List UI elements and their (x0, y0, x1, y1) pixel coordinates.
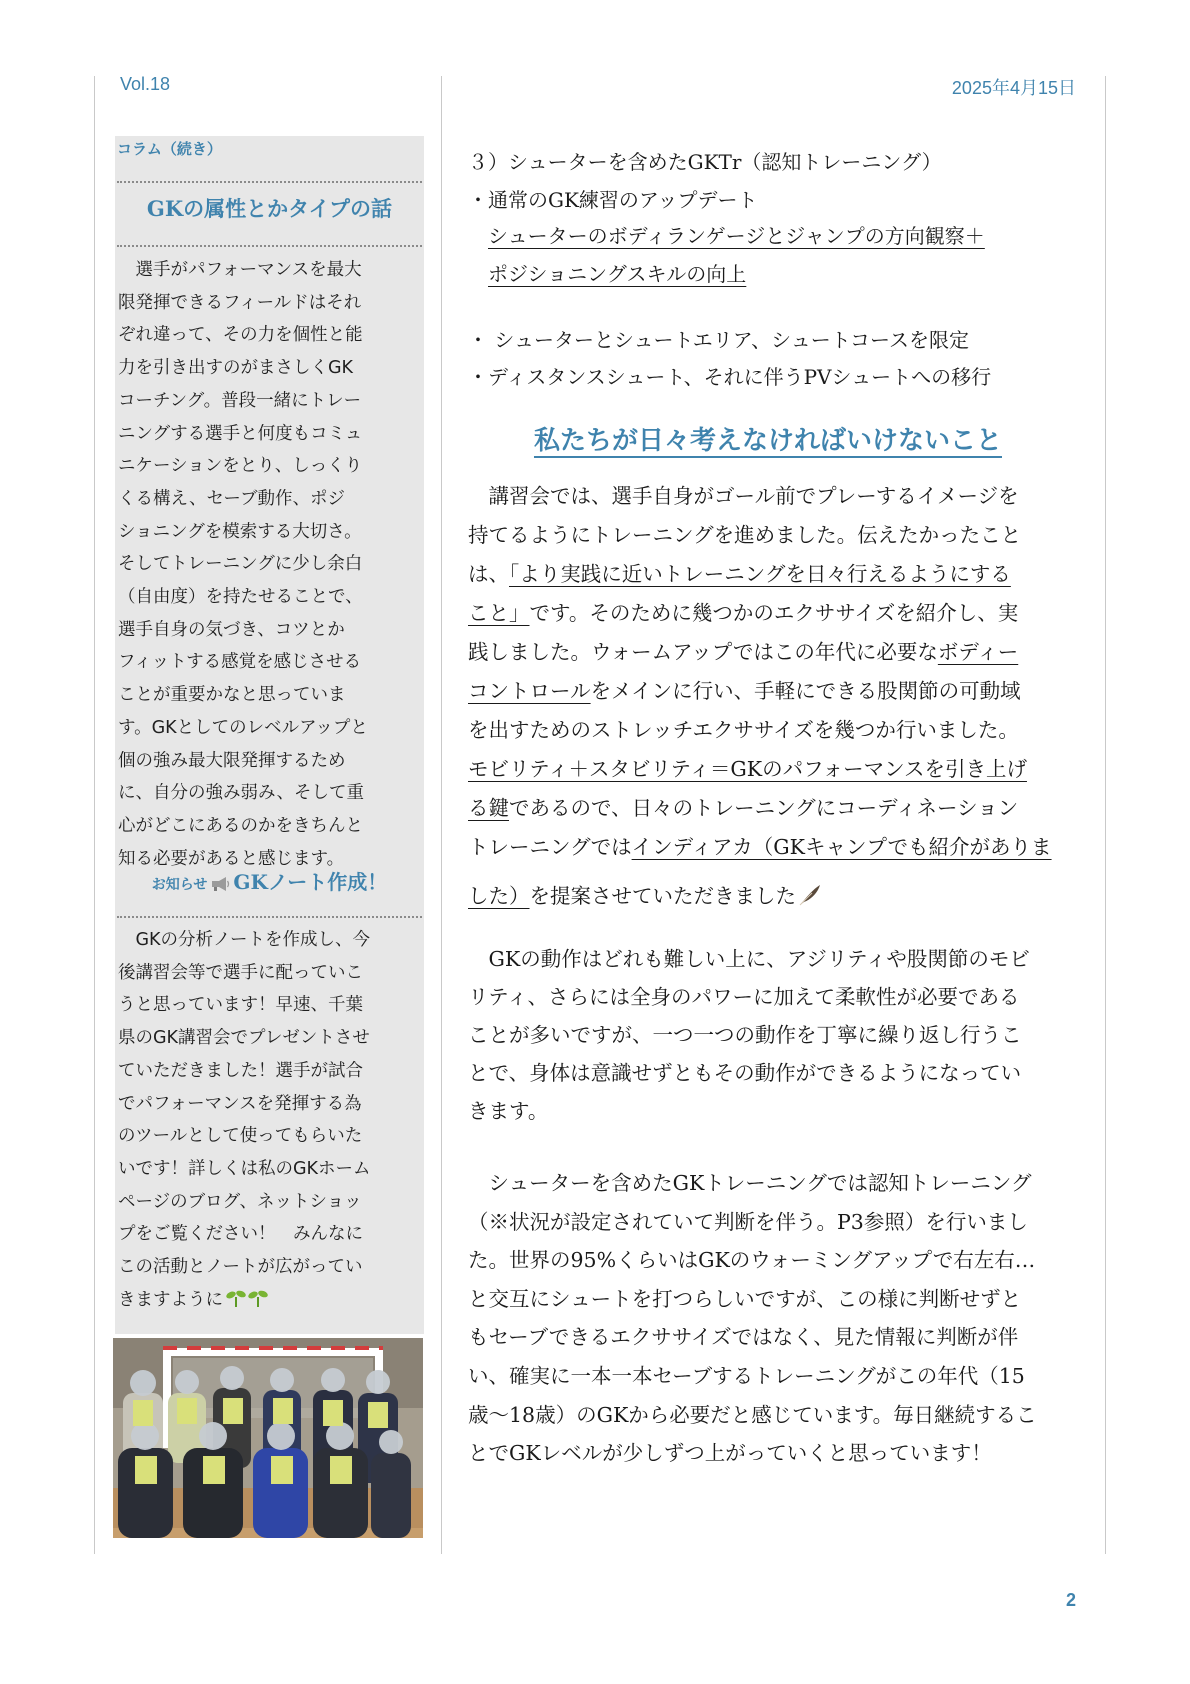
group-photo-illustration (113, 1338, 423, 1538)
paragraph-2 (468, 940, 1083, 1130)
underlined-phrase: る鍵 (468, 796, 509, 820)
paragraph-1 (468, 477, 1083, 919)
text-line: GKの動作はどれも難しい上に、アジリティや股関節のモビ (468, 947, 1030, 971)
text-line: 後講習会等で選手に配っていこ (118, 962, 363, 983)
section-heading (468, 420, 1068, 457)
issue-date: 2025年4月15日 (951, 78, 1076, 98)
text-line: いです！詳しくは私のGKホーム (118, 1158, 371, 1179)
text-line: 歳〜18歳）のGKから必要だと感じています。毎日継続するこ (468, 1402, 1037, 1427)
text-line (468, 750, 1083, 789)
text-fragment: を提案させていただきました (529, 884, 796, 908)
column-divider (441, 76, 442, 1554)
text-fragment: です。そのために幾つかのエクササイズを紹介し、実 (529, 601, 1019, 625)
text-line (468, 594, 1083, 633)
text-fragment: トレーニングでは (468, 835, 632, 859)
underlined-phrase: 「より実践に近いトレーニングを日々行えるようにする (509, 562, 1011, 586)
text-line: そしてトレーニングに少し余白 (118, 554, 363, 575)
text-line: リティ、さらには全身のパワーに加えて柔軟性が必要である (468, 985, 1020, 1009)
notice-prefix: お知らせ (151, 877, 208, 893)
text-line: でパフォーマンスを発揮する為 (118, 1093, 362, 1114)
text-line: 心がどこにあるのかをきちんと (118, 815, 363, 836)
column-title: GKの属性とかタイプの話 (146, 196, 393, 221)
text-line: 持てるようにトレーニングを進めました。伝えたかったこと (468, 523, 1022, 547)
text-line: い、確実に一本一本セーブするトレーニングがこの年代（15 (468, 1363, 1025, 1388)
text-line: ことが多いですが、一つ一つの動作を丁寧に繰り返し行うこ (468, 1023, 1022, 1047)
text-line (468, 877, 1083, 919)
notice-heading (115, 866, 424, 896)
text-fragment: をメインに行い、手軽にできる股関節の可動域 (590, 679, 1021, 703)
item3-bullet: ・通常のGK練習のアップデート (468, 188, 758, 212)
text-fragment: であるので、日々のトレーニングにコーディネーション (509, 796, 1019, 820)
text-line: くる構え、セーブ動作、ポジ (118, 488, 345, 509)
text-line (468, 828, 1083, 877)
text-line: （※状況が設定されていて判断を伴う。P3参照）を行いまし (468, 1209, 1028, 1234)
group-photo (113, 1338, 423, 1538)
text-line (468, 633, 1083, 672)
text-line: きますように (118, 1289, 223, 1310)
column-label: コラム（続き） (117, 140, 222, 158)
text-line: のツールとして使ってもらいた (118, 1126, 363, 1147)
text-line: この活動とノートが広がってい (118, 1257, 363, 1278)
text-line (468, 672, 1083, 711)
item3-subline-text: シューターのボディランゲージとジャンプの方向観察＋ (488, 224, 985, 248)
megaphone-icon (210, 876, 230, 896)
underlined-phrase: ボディー (937, 640, 1019, 664)
text-fragment: 践しました。ウォームアップではこの年代に必要な (468, 640, 938, 664)
text-line: を出すためのストレッチエクササイズを幾つか行いました。 (468, 718, 1019, 742)
text-line: ていただきました！選手が試合 (118, 1060, 363, 1081)
volume-label: Vol.18 (120, 74, 171, 94)
sidebar-column (115, 136, 424, 1334)
dotted-divider (117, 245, 422, 247)
text-line: ことが重要かなと思っていま (118, 685, 346, 706)
item3-title: ３）シューターを含めたGKTr（認知トレーニング） (468, 150, 942, 174)
text-line: ニングする選手と何度もコミュ (118, 423, 363, 444)
text-line: 力を引き出すのがまさしくGK (118, 358, 354, 379)
text-line: 選手がパフォーマンスを最大 (118, 260, 362, 280)
text-line: 個の強み最大限発揮するため (118, 750, 346, 771)
text-line: とでGKレベルが少しずつ上がっていくと思っています！ (468, 1441, 992, 1466)
dotted-divider (117, 916, 422, 918)
text-line: 限発揮できるフィールドはそれ (118, 292, 362, 313)
text-line: 知る必要があると感じます。 (118, 848, 345, 869)
text-line: 選手自身の気づき、コツとか (118, 619, 345, 640)
text-line: （自由度）を持たせることで、 (118, 587, 363, 608)
underlined-phrase: コントロール (468, 679, 591, 703)
sprout-icon (226, 1287, 270, 1320)
text-line: と交互にシュートを打つらしいですが、この様に判断せずと (468, 1286, 1022, 1311)
right-margin-rule (1105, 76, 1106, 1554)
notice-body (118, 924, 418, 1319)
column-body (118, 254, 418, 875)
text-line: 県のGK講習会でプレゼントさせ (118, 1028, 370, 1049)
notice-title: GKノート作成！ (233, 870, 388, 894)
item3-subline (488, 258, 1103, 287)
underlined-phrase: インディアカ（GKキャンプでも紹介がありま (631, 835, 1052, 859)
underlined-phrase: こと」 (468, 601, 530, 625)
item3-subline-text: ポジショニングスキルの向上 (488, 262, 747, 286)
text-line (468, 555, 1083, 594)
text-line: コーチング。普段一緒にトレー (118, 390, 362, 411)
item3-subline (488, 220, 1103, 249)
text-line: 講習会では、選手自身がゴール前でプレーするイメージを (468, 484, 1019, 508)
page-number: 2 (1065, 1590, 1076, 1610)
section-heading-text: 私たちが日々考えなければいけないこと (533, 426, 1002, 456)
text-line: プをご覧ください！ みんなに (118, 1224, 363, 1245)
text-line: ぞれ違って、その力を個性と能 (118, 325, 363, 346)
text-line: うと思っています！早速、千葉 (118, 995, 363, 1016)
text-line: ページのブログ、ネットショッ (118, 1191, 362, 1212)
text-line: に、自分の強み弱み、そして重 (118, 783, 365, 804)
bullet-item: ・ シューターとシュートエリア、シュートコースを限定 (468, 328, 969, 352)
bullet-item: ・ディスタンスシュート、それに伴うPVシュートへの移行 (468, 365, 992, 389)
text-line: GKの分析ノートを作成し、今 (118, 930, 371, 950)
text-line: フィットする感覚を感じさせる (118, 652, 362, 673)
paragraph-3 (468, 1164, 1083, 1473)
feather-icon (798, 880, 822, 919)
text-line: きます。 (468, 1099, 549, 1123)
text-line: ニケーションをとり、しっくり (118, 456, 363, 477)
dotted-divider (117, 181, 422, 183)
left-margin-rule (94, 76, 95, 1554)
text-line: す。GKとしてのレベルアップと (118, 717, 368, 738)
text-line: もセーブできるエクササイズではなく、見た情報に判断が伴 (468, 1325, 1019, 1350)
text-line: シューターを含めたGKトレーニングでは認知トレーニング (468, 1171, 1032, 1195)
text-line: ショニングを模索する大切さ。 (118, 521, 362, 542)
notice-text (118, 924, 418, 1310)
text-line (468, 789, 1083, 828)
text-fragment: は、 (468, 562, 509, 586)
text-line: た。世界の95%くらいはGKのウォーミングアップで右左右… (468, 1248, 1036, 1273)
underlined-phrase: モビリティ＋スタビリティ＝GKのパフォーマンスを引き上げ (468, 757, 1027, 781)
text-line: とで、身体は意識せずともその動作ができるようになってい (468, 1061, 1022, 1085)
underlined-phrase: した） (468, 884, 530, 908)
